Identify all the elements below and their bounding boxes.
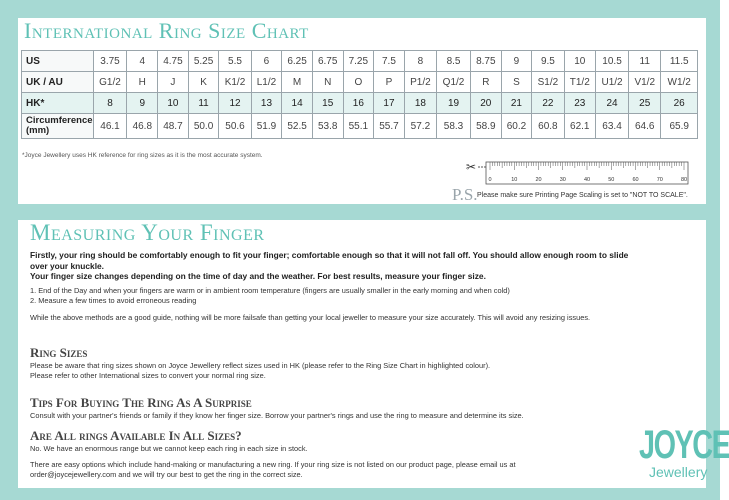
table-cell: K1/2 [219,72,251,93]
left-border [0,0,18,500]
ring-sizes-heading: Ring Sizes [30,345,88,360]
table-cell: 10 [564,51,595,72]
row-header: UK / AU [22,72,94,93]
table-cell: W1/2 [661,72,698,93]
table-cell: 4.75 [158,51,189,72]
table-cell: 51.9 [251,114,282,139]
table-cell: 10 [158,93,189,114]
ring-row-uk [22,72,698,93]
print-scaling-note: Please make sure Printing Page Scaling is set to "NOT TO SCALE". [477,192,688,199]
table-cell: R [471,72,502,93]
table-cell: 5.5 [219,51,251,72]
guide-text: While the above methods are a good guide, nothing will be more failsafe than getting your local jeweller to measure your size accurately. This will avoid any resizing issues. [30,313,591,322]
table-cell: J [158,72,189,93]
table-cell: 62.1 [564,114,595,139]
table-cell: 52.5 [282,114,313,139]
ruler-label: 70 [656,177,663,183]
availability-heading: Are All rings Available In All Sizes? [30,428,242,443]
table-cell: 50.6 [219,114,251,139]
ps-mark: P.S. [452,185,478,204]
intro-line-2: Your finger size changes depending on the time of day and the weather. For best results, measure your finger size. [30,271,486,281]
table-cell: 8.75 [471,51,502,72]
measuring-ruler [466,158,704,186]
ring-sizes-text [30,361,630,380]
availability-text-1: No. We have an enormous range but we cannot keep each ring in each size in stock. [30,444,308,453]
ring-size-chart-title: International Ring Size Chart [24,18,309,43]
table-cell: 65.9 [661,114,698,139]
table-cell: T1/2 [564,72,595,93]
table-cell: 6.25 [282,51,313,72]
table-cell: 3.75 [93,51,127,72]
logo-subtitle: Jewellery [649,464,708,480]
table-cell: 26 [661,93,698,114]
row-header: Circumference (mm) [22,114,94,139]
table-cell: M [282,72,313,93]
table-cell: 63.4 [595,114,628,139]
step-1: 1. End of the Day and when your fingers are warm or in ambient room temperature (fingers are usually smaller in the early morning and when cold) [30,286,510,295]
table-cell: 7.25 [343,51,374,72]
table-cell: S1/2 [532,72,564,93]
table-cell: 48.7 [158,114,189,139]
table-cell: 46.8 [127,114,158,139]
table-cell: S [501,72,532,93]
ruler-label: 60 [632,177,639,183]
table-cell: 9 [127,93,158,114]
table-cell: 57.2 [404,114,436,139]
ruler-label: 0 [488,177,492,183]
tips-text: Consult with your partner's friends or family if they know her finger size. Borrow your partner's rings and use the ring to measure and determine its size. [30,411,524,420]
table-cell: 25 [629,93,661,114]
table-cell: N [312,72,343,93]
table-cell: 6.75 [312,51,343,72]
ring-row-circ [22,114,698,139]
table-cell: 13 [251,93,282,114]
table-cell: O [343,72,374,93]
table-cell: 55.7 [374,114,405,139]
logo-wordmark: JOYCE [639,423,729,467]
ring-row-hk [22,93,698,114]
table-cell: 55.1 [343,114,374,139]
table-cell: 6 [251,51,282,72]
table-cell: 9.5 [532,51,564,72]
table-cell: 17 [374,93,405,114]
table-cell: H [127,72,158,93]
table-cell: 8 [93,93,127,114]
table-cell: 15 [312,93,343,114]
hk-reference-note: *Joyce Jewellery uses HK reference for ring sizes as it is the most accurate system. [22,152,263,159]
ring-row-us [22,51,698,72]
table-cell: 8 [404,51,436,72]
table-cell: P1/2 [404,72,436,93]
table-cell: 24 [595,93,628,114]
scissors-icon: ✂ [466,160,477,174]
table-cell: 64.6 [629,114,661,139]
availability-text-2: There are easy options which include hand-making or manufacturing a new ring. If your ring size is not listed on our product page, please email us at order@joycejewellery.com and we will try our best to get the ring in the correct size. [30,460,516,479]
table-cell: 5.25 [188,51,219,72]
table-cell: 60.8 [532,114,564,139]
table-cell: 22 [532,93,564,114]
top-border [0,0,720,18]
table-cell: 58.9 [471,114,502,139]
table-cell: 21 [501,93,532,114]
table-cell: 14 [282,93,313,114]
table-cell: 10.5 [595,51,628,72]
table-cell: 16 [343,93,374,114]
table-cell: 46.1 [93,114,127,139]
table-cell: 11.5 [661,51,698,72]
table-cell: 4 [127,51,158,72]
ruler-label: 80 [680,177,688,183]
table-cell: P [374,72,405,93]
table-cell: K [188,72,219,93]
table-cell: G1/2 [93,72,127,93]
table-cell: Q1/2 [437,72,471,93]
table-cell: 11 [188,93,219,114]
table-cell: 23 [564,93,595,114]
table-cell: 9 [501,51,532,72]
step-2: 2. Measure a few times to avoid erroneous reading [30,295,197,305]
table-cell: 50.0 [188,114,219,139]
table-cell: 7.5 [374,51,405,72]
ring-size-table [21,50,698,139]
joyce-jewellery-logo [639,423,729,495]
section-divider-band [0,204,720,220]
table-cell: 19 [437,93,471,114]
table-cell: L1/2 [251,72,282,93]
table-cell: 58.3 [437,114,471,139]
measuring-title: Measuring Your Finger [30,220,265,245]
ruler-label: 40 [583,177,591,183]
table-cell: 20 [471,93,502,114]
tips-heading: Tips For Buying The Ring As A Surprise [30,395,252,410]
intro-text [30,250,630,282]
ring-sizes-line-2: Please refer to other International sizes to convert your normal ring size. [30,370,266,380]
table-cell: 18 [404,93,436,114]
ruler-label: 50 [608,177,615,183]
ruler-label: 30 [559,177,566,183]
ruler-label: 20 [535,177,542,183]
table-cell: 53.8 [312,114,343,139]
bottom-border [0,488,720,500]
row-header: US [22,51,94,72]
ruler-label: 10 [511,177,518,183]
table-cell: 12 [219,93,251,114]
intro-line-1: Firstly, your ring should be comfortably enough to fit your finger; comfortable enough so that it will not fall off. You should allow enough room to slide over your knuckle. [30,250,629,271]
measure-steps [30,286,670,305]
row-header: HK* [22,93,94,114]
table-cell: 8.5 [437,51,471,72]
table-cell: V1/2 [629,72,661,93]
ring-sizes-line-1: Please be aware that ring sizes shown on Joyce Jewellery reflect sizes used in HK (please refer to the Ring Size Chart in highlighted colour). [30,361,491,370]
table-cell: 11 [629,51,661,72]
table-cell: U1/2 [595,72,628,93]
table-cell: 60.2 [501,114,532,139]
